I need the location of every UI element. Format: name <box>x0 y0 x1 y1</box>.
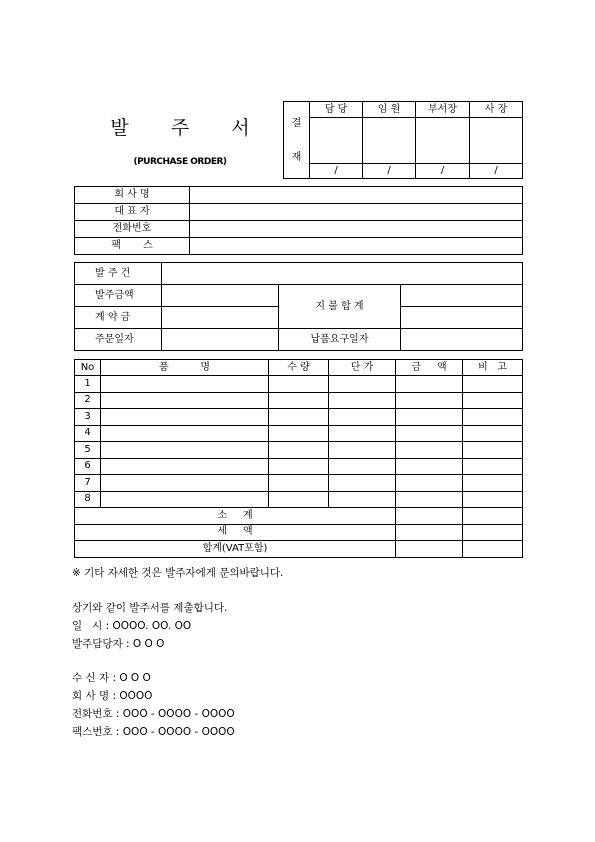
approval-role-department-head: 부서장 <box>416 102 470 118</box>
order-date-label: 주문일자 <box>75 329 162 351</box>
delivery-date-field[interactable] <box>401 329 523 351</box>
table-row <box>75 442 523 459</box>
remarks-cell[interactable] <box>463 376 523 393</box>
item-name-cell[interactable] <box>101 458 269 475</box>
col-header-remarks: 비 고 <box>463 360 523 376</box>
unit-price-cell[interactable] <box>329 475 396 492</box>
tax-amount-field[interactable] <box>396 524 463 541</box>
item-name-cell[interactable] <box>101 475 269 492</box>
remarks-cell[interactable] <box>463 409 523 426</box>
inquiry-note: ※ 기타 자세한 것은 발주자에게 문의바랍니다. <box>72 567 284 579</box>
deposit-field[interactable] <box>162 307 279 329</box>
amount-cell[interactable] <box>396 376 463 393</box>
row-number: 7 <box>75 475 101 492</box>
unit-price-cell[interactable] <box>329 425 396 442</box>
col-header-no: No <box>75 360 101 376</box>
row-number: 6 <box>75 458 101 475</box>
approval-sign-department-head[interactable] <box>416 118 470 164</box>
company-name-field[interactable] <box>190 187 523 204</box>
item-name-cell[interactable] <box>101 491 269 508</box>
order-amount-label: 발주금액 <box>75 285 162 307</box>
subtotal-label: 소 계 <box>75 508 396 525</box>
quantity-cell[interactable] <box>269 458 329 475</box>
row-number: 1 <box>75 376 101 393</box>
company-name-label: 회 사 명 <box>75 187 190 204</box>
row-number: 2 <box>75 392 101 409</box>
representative-label: 대 표 자 <box>75 204 190 221</box>
approval-sign-staff[interactable] <box>310 118 363 164</box>
remarks-cell[interactable] <box>463 392 523 409</box>
payment-total-label: 지 불 합 계 <box>279 285 401 329</box>
remarks-cell[interactable] <box>463 475 523 492</box>
amount-cell[interactable] <box>396 409 463 426</box>
approval-date-executive[interactable]: / <box>363 164 416 179</box>
approval-date-department-head[interactable]: / <box>416 164 470 179</box>
row-number: 5 <box>75 442 101 459</box>
submit-statement: 상기와 같이 발주서를 제출합니다. <box>72 602 228 614</box>
item-name-cell[interactable] <box>101 392 269 409</box>
unit-price-cell[interactable] <box>329 491 396 508</box>
item-name-cell[interactable] <box>101 409 269 426</box>
remarks-cell[interactable] <box>463 458 523 475</box>
approval-role-staff: 담 당 <box>310 102 363 118</box>
col-header-quantity: 수 량 <box>269 360 329 376</box>
unit-price-cell[interactable] <box>329 442 396 459</box>
unit-price-cell[interactable] <box>329 392 396 409</box>
item-name-cell[interactable] <box>101 425 269 442</box>
recipient-company-line: 회 사 명 : OOOO <box>72 690 153 702</box>
delivery-date-label: 납품요구일자 <box>279 329 401 351</box>
total-label: 합계(VAT포함) <box>75 541 396 558</box>
unit-price-cell[interactable] <box>329 458 396 475</box>
col-header-item-name: 품 명 <box>101 360 269 376</box>
amount-cell[interactable] <box>396 475 463 492</box>
deposit-label: 계 약 금 <box>75 307 162 329</box>
amount-cell[interactable] <box>396 392 463 409</box>
approval-date-staff[interactable]: / <box>310 164 363 179</box>
quantity-cell[interactable] <box>269 425 329 442</box>
table-row <box>75 409 523 426</box>
quantity-cell[interactable] <box>269 475 329 492</box>
payment-total-field-1[interactable] <box>401 285 523 307</box>
row-number: 4 <box>75 425 101 442</box>
approval-sign-executive[interactable] <box>363 118 416 164</box>
approval-side-label: 결 재 <box>284 102 310 179</box>
col-header-amount: 금 액 <box>396 360 463 376</box>
row-number: 3 <box>75 409 101 426</box>
total-amount-field[interactable] <box>396 541 463 558</box>
approval-sign-president[interactable] <box>470 118 523 164</box>
recipient-phone-line: 전화번호 : OOO - OOOO - OOOO <box>72 708 235 720</box>
recipient-fax-line: 팩스번호 : OOO - OOOO - OOOO <box>72 726 235 738</box>
table-row <box>75 458 523 475</box>
amount-cell[interactable] <box>396 442 463 459</box>
subtotal-remarks-field[interactable] <box>463 508 523 525</box>
unit-price-cell[interactable] <box>329 409 396 426</box>
table-row <box>75 425 523 442</box>
fax-label: 팩 스 <box>75 238 190 255</box>
quantity-cell[interactable] <box>269 442 329 459</box>
order-info-table <box>74 262 523 351</box>
document-subtitle: (PURCHASE ORDER) <box>133 157 227 167</box>
row-number: 8 <box>75 491 101 508</box>
phone-field[interactable] <box>190 221 523 238</box>
approval-table <box>283 101 523 179</box>
table-row <box>75 392 523 409</box>
payment-total-field-2[interactable] <box>401 307 523 329</box>
approval-role-president: 사 장 <box>470 102 523 118</box>
table-row <box>75 475 523 492</box>
items-table <box>74 359 523 558</box>
amount-cell[interactable] <box>396 425 463 442</box>
representative-field[interactable] <box>190 204 523 221</box>
item-name-cell[interactable] <box>101 442 269 459</box>
col-header-unit-price: 단 가 <box>329 360 396 376</box>
approval-role-executive: 임 원 <box>363 102 416 118</box>
total-remarks-field[interactable] <box>463 541 523 558</box>
unit-price-cell[interactable] <box>329 376 396 393</box>
quantity-cell[interactable] <box>269 491 329 508</box>
fax-field[interactable] <box>190 238 523 255</box>
approval-date-president[interactable]: / <box>470 164 523 179</box>
date-line: 일 시 : OOOO. OO. OO <box>72 620 192 632</box>
remarks-cell[interactable] <box>463 425 523 442</box>
order-item-field[interactable] <box>162 263 523 285</box>
remarks-cell[interactable] <box>463 491 523 508</box>
amount-cell[interactable] <box>396 458 463 475</box>
tax-label: 세 액 <box>75 524 396 541</box>
document-title: 발 주 서 <box>110 117 268 139</box>
table-row <box>75 491 523 508</box>
table-row <box>75 376 523 393</box>
tax-remarks-field[interactable] <box>463 524 523 541</box>
recipient-line: 수 신 자 : O O O <box>72 672 151 684</box>
quantity-cell[interactable] <box>269 392 329 409</box>
amount-cell[interactable] <box>396 491 463 508</box>
remarks-cell[interactable] <box>463 442 523 459</box>
quantity-cell[interactable] <box>269 376 329 393</box>
phone-label: 전화번호 <box>75 221 190 238</box>
order-item-label: 발 주 건 <box>75 263 162 285</box>
subtotal-amount-field[interactable] <box>396 508 463 525</box>
manager-line: 발주담당자 : O O O <box>72 638 165 650</box>
item-name-cell[interactable] <box>101 376 269 393</box>
quantity-cell[interactable] <box>269 409 329 426</box>
order-date-field[interactable] <box>162 329 279 351</box>
order-amount-field[interactable] <box>162 285 279 307</box>
company-info-table <box>74 186 523 255</box>
